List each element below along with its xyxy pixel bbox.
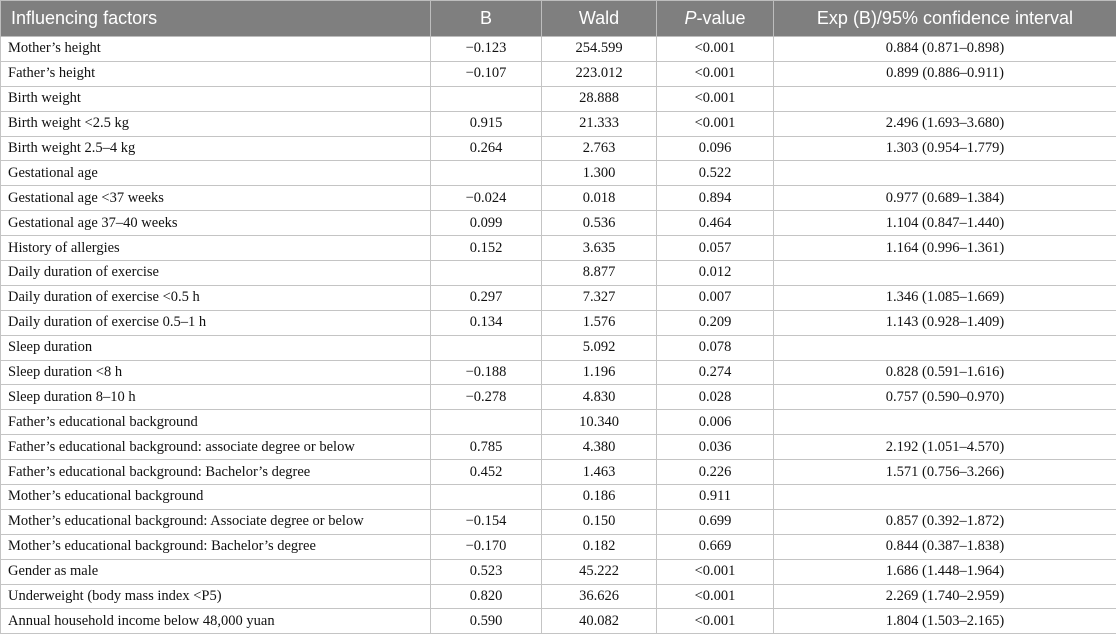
b-cell: 0.297 — [431, 285, 542, 310]
table-row — [1, 86, 1116, 111]
wald-cell: 1.463 — [542, 460, 657, 485]
exp-b-ci-cell: 1.804 (1.503–2.165) — [774, 609, 1116, 634]
factor-cell: Gestational age <37 weeks — [1, 186, 431, 211]
b-cell — [431, 485, 542, 510]
p-value-cell: <0.001 — [657, 559, 774, 584]
factor-cell: Mother’s educational background: Bachelor’s degree — [1, 534, 431, 559]
factor-cell: Father’s educational background: Bachelor’s degree — [1, 460, 431, 485]
exp-b-ci-cell — [774, 335, 1116, 360]
exp-b-ci-cell: 1.164 (0.996–1.361) — [774, 236, 1116, 261]
p-value-cell: 0.209 — [657, 310, 774, 335]
table-row — [1, 61, 1116, 86]
exp-b-ci-cell: 1.143 (0.928–1.409) — [774, 310, 1116, 335]
table-row — [1, 161, 1116, 186]
b-cell: 0.264 — [431, 136, 542, 161]
p-value-cell: 0.894 — [657, 186, 774, 211]
b-cell: −0.278 — [431, 385, 542, 410]
header-p-value — [657, 1, 774, 37]
table-row — [1, 485, 1116, 510]
wald-cell: 2.763 — [542, 136, 657, 161]
factor-cell: Daily duration of exercise <0.5 h — [1, 285, 431, 310]
b-cell: 0.523 — [431, 559, 542, 584]
factor-cell: Daily duration of exercise — [1, 261, 431, 286]
p-value-cell: <0.001 — [657, 609, 774, 634]
wald-cell: 7.327 — [542, 285, 657, 310]
factor-cell: Daily duration of exercise 0.5–1 h — [1, 310, 431, 335]
table-row — [1, 435, 1116, 460]
b-cell: −0.107 — [431, 61, 542, 86]
table-row — [1, 460, 1116, 485]
table-row — [1, 186, 1116, 211]
b-cell: 0.590 — [431, 609, 542, 634]
exp-b-ci-cell: 0.844 (0.387–1.838) — [774, 534, 1116, 559]
exp-b-ci-cell: 2.192 (1.051–4.570) — [774, 435, 1116, 460]
wald-cell: 0.150 — [542, 509, 657, 534]
table-row — [1, 211, 1116, 236]
factor-cell: Sleep duration 8–10 h — [1, 385, 431, 410]
b-cell: −0.024 — [431, 186, 542, 211]
p-value-cell: <0.001 — [657, 61, 774, 86]
wald-cell: 3.635 — [542, 236, 657, 261]
wald-cell: 40.082 — [542, 609, 657, 634]
exp-b-ci-cell: 1.346 (1.085–1.669) — [774, 285, 1116, 310]
wald-cell: 0.186 — [542, 485, 657, 510]
table-row — [1, 360, 1116, 385]
wald-cell: 8.877 — [542, 261, 657, 286]
exp-b-ci-cell — [774, 485, 1116, 510]
factor-cell: Sleep duration — [1, 335, 431, 360]
header-p-value-italic: P — [684, 8, 697, 28]
table-body — [1, 37, 1116, 634]
p-value-cell: <0.001 — [657, 37, 774, 62]
table-row — [1, 509, 1116, 534]
wald-cell: 1.196 — [542, 360, 657, 385]
wald-cell: 28.888 — [542, 86, 657, 111]
wald-cell: 0.536 — [542, 211, 657, 236]
factor-cell: Gender as male — [1, 559, 431, 584]
b-cell — [431, 86, 542, 111]
p-value-cell: 0.274 — [657, 360, 774, 385]
b-cell: 0.785 — [431, 435, 542, 460]
b-cell — [431, 410, 542, 435]
table-row — [1, 534, 1116, 559]
table-row — [1, 410, 1116, 435]
header-influencing-factors: Influencing factors — [1, 1, 431, 37]
exp-b-ci-cell — [774, 86, 1116, 111]
factor-cell: Birth weight — [1, 86, 431, 111]
exp-b-ci-cell: 0.757 (0.590–0.970) — [774, 385, 1116, 410]
p-value-cell: 0.057 — [657, 236, 774, 261]
table-row — [1, 609, 1116, 634]
wald-cell: 10.340 — [542, 410, 657, 435]
p-value-cell: 0.012 — [657, 261, 774, 286]
b-cell — [431, 335, 542, 360]
exp-b-ci-cell: 2.496 (1.693–3.680) — [774, 111, 1116, 136]
factor-cell: Father’s educational background: associate degree or below — [1, 435, 431, 460]
p-value-cell: 0.522 — [657, 161, 774, 186]
header-wald: Wald — [542, 1, 657, 37]
exp-b-ci-cell — [774, 261, 1116, 286]
header-p-value-label: -value — [696, 8, 746, 28]
exp-b-ci-cell — [774, 161, 1116, 186]
exp-b-ci-cell: 0.828 (0.591–1.616) — [774, 360, 1116, 385]
p-value-cell: 0.464 — [657, 211, 774, 236]
p-value-cell: <0.001 — [657, 111, 774, 136]
table-row — [1, 559, 1116, 584]
header-exp-b-ci: Exp (B)/95% confidence interval — [774, 1, 1116, 37]
factor-cell: Mother’s educational background: Associate degree or below — [1, 509, 431, 534]
wald-cell: 4.380 — [542, 435, 657, 460]
table-row — [1, 136, 1116, 161]
b-cell: 0.820 — [431, 584, 542, 609]
wald-cell: 21.333 — [542, 111, 657, 136]
p-value-cell: 0.096 — [657, 136, 774, 161]
p-value-cell: <0.001 — [657, 584, 774, 609]
wald-cell: 223.012 — [542, 61, 657, 86]
factor-cell: Underweight (body mass index <P5) — [1, 584, 431, 609]
table-row — [1, 385, 1116, 410]
wald-cell: 1.576 — [542, 310, 657, 335]
b-cell: 0.915 — [431, 111, 542, 136]
exp-b-ci-cell: 0.899 (0.886–0.911) — [774, 61, 1116, 86]
exp-b-ci-cell: 2.269 (1.740–2.959) — [774, 584, 1116, 609]
factor-cell: Mother’s height — [1, 37, 431, 62]
b-cell: 0.152 — [431, 236, 542, 261]
exp-b-ci-cell — [774, 410, 1116, 435]
exp-b-ci-cell: 1.571 (0.756–3.266) — [774, 460, 1116, 485]
p-value-cell: 0.007 — [657, 285, 774, 310]
wald-cell: 4.830 — [542, 385, 657, 410]
p-value-cell: 0.699 — [657, 509, 774, 534]
exp-b-ci-cell: 1.686 (1.448–1.964) — [774, 559, 1116, 584]
b-cell — [431, 261, 542, 286]
factor-cell: Mother’s educational background — [1, 485, 431, 510]
wald-cell: 0.182 — [542, 534, 657, 559]
header-b: B — [431, 1, 542, 37]
exp-b-ci-cell: 1.104 (0.847–1.440) — [774, 211, 1116, 236]
factor-cell: Sleep duration <8 h — [1, 360, 431, 385]
p-value-cell: 0.669 — [657, 534, 774, 559]
b-cell: 0.099 — [431, 211, 542, 236]
factor-cell: Gestational age 37–40 weeks — [1, 211, 431, 236]
factor-cell: Annual household income below 48,000 yuan — [1, 609, 431, 634]
table-row — [1, 584, 1116, 609]
p-value-cell: 0.078 — [657, 335, 774, 360]
factor-cell: Birth weight <2.5 kg — [1, 111, 431, 136]
b-cell: −0.154 — [431, 509, 542, 534]
b-cell: −0.188 — [431, 360, 542, 385]
p-value-cell: 0.006 — [657, 410, 774, 435]
wald-cell: 36.626 — [542, 584, 657, 609]
wald-cell: 1.300 — [542, 161, 657, 186]
wald-cell: 45.222 — [542, 559, 657, 584]
factor-cell: History of allergies — [1, 236, 431, 261]
table-row — [1, 335, 1116, 360]
header-row — [1, 1, 1116, 37]
exp-b-ci-cell: 0.977 (0.689–1.384) — [774, 186, 1116, 211]
p-value-cell: <0.001 — [657, 86, 774, 111]
p-value-cell: 0.028 — [657, 385, 774, 410]
exp-b-ci-cell: 0.884 (0.871–0.898) — [774, 37, 1116, 62]
b-cell: 0.134 — [431, 310, 542, 335]
factor-cell: Gestational age — [1, 161, 431, 186]
b-cell: 0.452 — [431, 460, 542, 485]
table-row — [1, 111, 1116, 136]
table-row — [1, 236, 1116, 261]
table-row — [1, 310, 1116, 335]
b-cell — [431, 161, 542, 186]
b-cell: −0.123 — [431, 37, 542, 62]
table-row — [1, 37, 1116, 62]
factor-cell: Father’s height — [1, 61, 431, 86]
table-row — [1, 285, 1116, 310]
p-value-cell: 0.911 — [657, 485, 774, 510]
exp-b-ci-cell: 0.857 (0.392–1.872) — [774, 509, 1116, 534]
wald-cell: 5.092 — [542, 335, 657, 360]
factor-cell: Father’s educational background — [1, 410, 431, 435]
p-value-cell: 0.226 — [657, 460, 774, 485]
wald-cell: 0.018 — [542, 186, 657, 211]
b-cell: −0.170 — [431, 534, 542, 559]
table-row — [1, 261, 1116, 286]
factor-cell: Birth weight 2.5–4 kg — [1, 136, 431, 161]
wald-cell: 254.599 — [542, 37, 657, 62]
p-value-cell: 0.036 — [657, 435, 774, 460]
exp-b-ci-cell: 1.303 (0.954–1.779) — [774, 136, 1116, 161]
